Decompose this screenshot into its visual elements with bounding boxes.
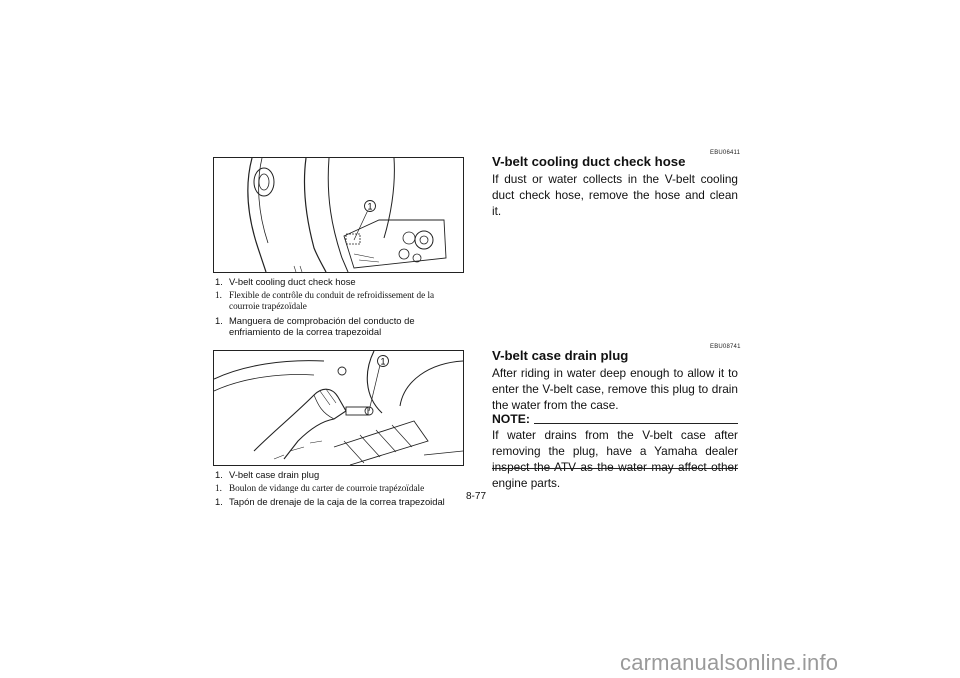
section2-body: After riding in water deep enough to allow it to enter the V-belt case, remove this plug to drain the water from the case. [492,366,738,412]
caption-text: Manguera de comprobación del conducto de enfriamiento de la correa trapezoidal [229,314,415,337]
caption-number: 1. [215,314,223,326]
section2-code: EBU08741 [710,344,741,350]
caption-spanish [215,496,465,508]
caption-number: 1. [215,469,223,480]
caption-french [215,290,465,313]
figure2-caption [215,469,465,510]
caption-number: 1. [215,482,222,493]
caption-text: V-belt cooling duct check hose [229,276,356,287]
caption-text: Flexible de contrôle du conduit de refroidissement de la courroie trapézoïdale [229,289,435,311]
cooling-duct-illustration [214,158,463,272]
note-header [492,412,738,426]
page-number: 8-77 [466,491,487,502]
caption-english [215,469,465,481]
figure1-callout: 1 [367,201,373,212]
figure-cooling-duct-hose [213,157,464,273]
caption-english [215,276,465,288]
note-divider [534,423,738,424]
caption-number: 1. [215,276,223,287]
note-text: If water drains from the V-belt case after removing the plug, have a Yamaha dealer inspect the ATV as the water may affect other engine parts. [492,428,738,490]
section2-heading: V-belt case drain plug [492,348,629,363]
figure2-callout: 1 [380,356,386,367]
caption-spanish [215,315,465,338]
section1-body: If dust or water collects in the V-belt cooling duct check hose, remove the hose and clean it. [492,172,738,218]
caption-number: 1. [215,289,222,300]
drain-plug-illustration [214,351,463,465]
figure-drain-plug [213,350,464,466]
section1-code: EBU06411 [710,150,741,156]
note-label: NOTE: [492,412,530,426]
figure1-caption [215,276,465,340]
caption-text: Tapón de drenaje de la caja de la correa trapezoidal [229,496,445,507]
watermark: carmanualsonline.info [620,650,839,675]
note-bottom-rule [492,468,738,469]
caption-text: Boulon de vidange du carter de courroie trapézoïdale [229,482,425,493]
caption-number: 1. [215,496,223,507]
caption-text: V-belt case drain plug [229,469,320,480]
section1-heading: V-belt cooling duct check hose [492,154,686,169]
caption-french [215,483,465,495]
